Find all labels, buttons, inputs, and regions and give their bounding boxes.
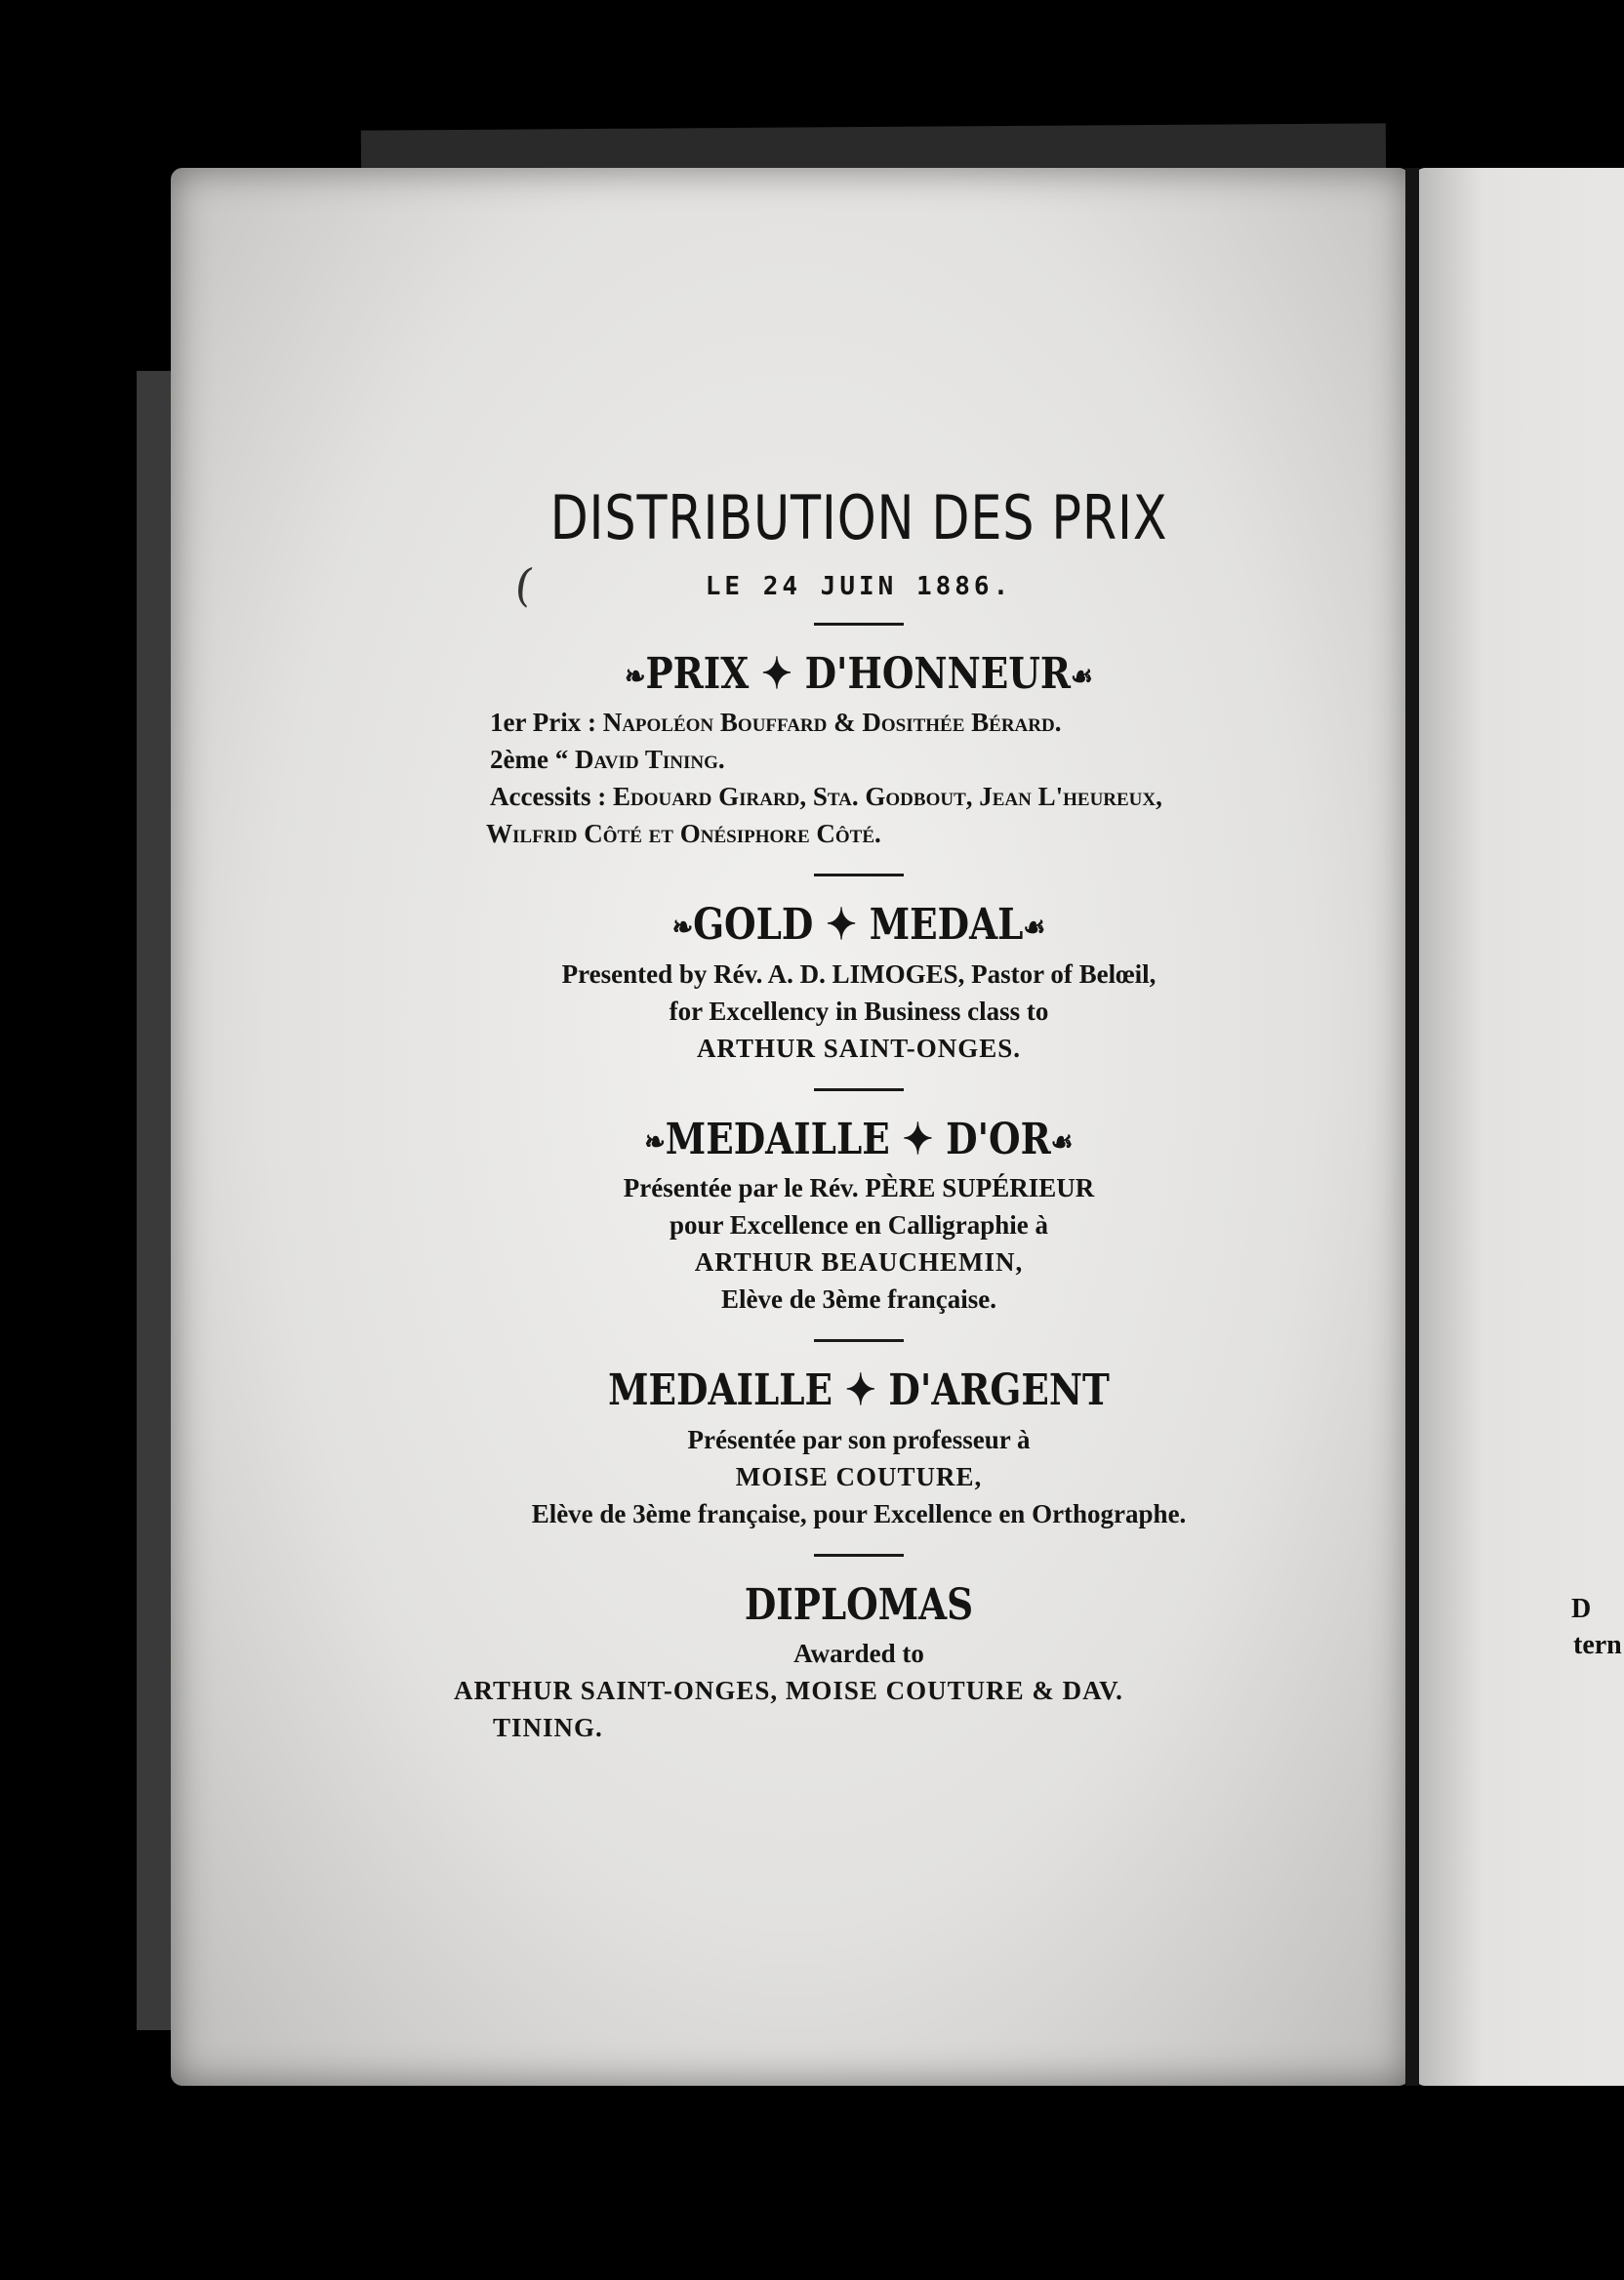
section-heading: DIPLOMAS [744, 1579, 974, 1630]
ornament-icon: ❧ [625, 660, 646, 694]
award-line: Presented by Rév. A. D. LIMOGES, Pastor of Belœil, [561, 958, 1157, 989]
award-line: Elève de 3ème française. [721, 1284, 996, 1315]
award-recipient: ARTHUR SAINT-ONGES, MOISE COUTURE & DAV. [454, 1675, 1123, 1705]
section-prix-honneur [459, 651, 1259, 852]
ornament-icon: ❧ [644, 1124, 666, 1160]
ornament-icon: ☙ [1070, 660, 1093, 694]
ornament-icon: ❧ [671, 911, 694, 946]
section-medaille-argent [459, 1367, 1259, 1531]
section-heading: MEDAILLE ✦ D'ARGENT [608, 1365, 1110, 1416]
divider [814, 874, 904, 876]
divider [814, 1339, 904, 1342]
award-line: Présentée par son professeur à [687, 1424, 1031, 1454]
award-recipient: ARTHUR SAINT-ONGES. [696, 1033, 1022, 1063]
section-heading: ❧MEDAILLE ✦ D'OR☙ [644, 1114, 1074, 1164]
award-line: Awarded to [793, 1638, 924, 1668]
section-diplomas [454, 1579, 1259, 1746]
section-gold-medal [459, 902, 1259, 1066]
ornament-icon: ☙ [1023, 911, 1046, 946]
award-line: Présentée par le Rév. PÈRE SUPÉRIEUR [623, 1173, 1095, 1203]
section-heading: ❧PRIX ✦ D'HONNEUR☙ [625, 649, 1093, 699]
ornament-icon: ☙ [1050, 1124, 1074, 1160]
divider [814, 1088, 904, 1091]
divider [814, 1554, 904, 1557]
section-medaille-or [459, 1114, 1259, 1318]
facing-page-text-2: tern [1573, 1630, 1622, 1660]
award-line: 1er Prix : Napoléon Bouffard & Dosithée Bérard. [490, 708, 1062, 738]
award-line: Elève de 3ème française, pour Excellence en Orthographe. [531, 1498, 1187, 1528]
divider [814, 623, 904, 626]
award-recipient: ARTHUR BEAUCHEMIN, [694, 1247, 1024, 1278]
award-line: for Excellency in Business class to [669, 996, 1049, 1026]
facing-page [1415, 168, 1624, 2086]
award-line: pour Excellence en Calligraphie à [670, 1210, 1048, 1241]
award-line: 2ème “ David Tining. [490, 745, 725, 775]
page-title: DISTRIBUTION DES PRIX [549, 482, 1168, 553]
award-line: Accessits : Edouard Girard, Sta. Godbout, Jean L'heureux, [490, 782, 1162, 812]
award-line: Wilfrid Côté et Onésiphore Côté. [486, 819, 881, 849]
prize-list [454, 482, 1259, 1746]
facing-page-text-1: D [1571, 1594, 1592, 1624]
award-recipient: MOISE COUTURE, [735, 1461, 983, 1491]
award-recipient: TINING. [493, 1712, 603, 1742]
pencil-annotation: ( [511, 557, 537, 612]
book-binding [1405, 168, 1419, 2086]
date-line: LE 24 JUIN 1886. [705, 572, 1013, 601]
section-heading: ❧GOLD ✦ MEDAL☙ [671, 900, 1046, 951]
